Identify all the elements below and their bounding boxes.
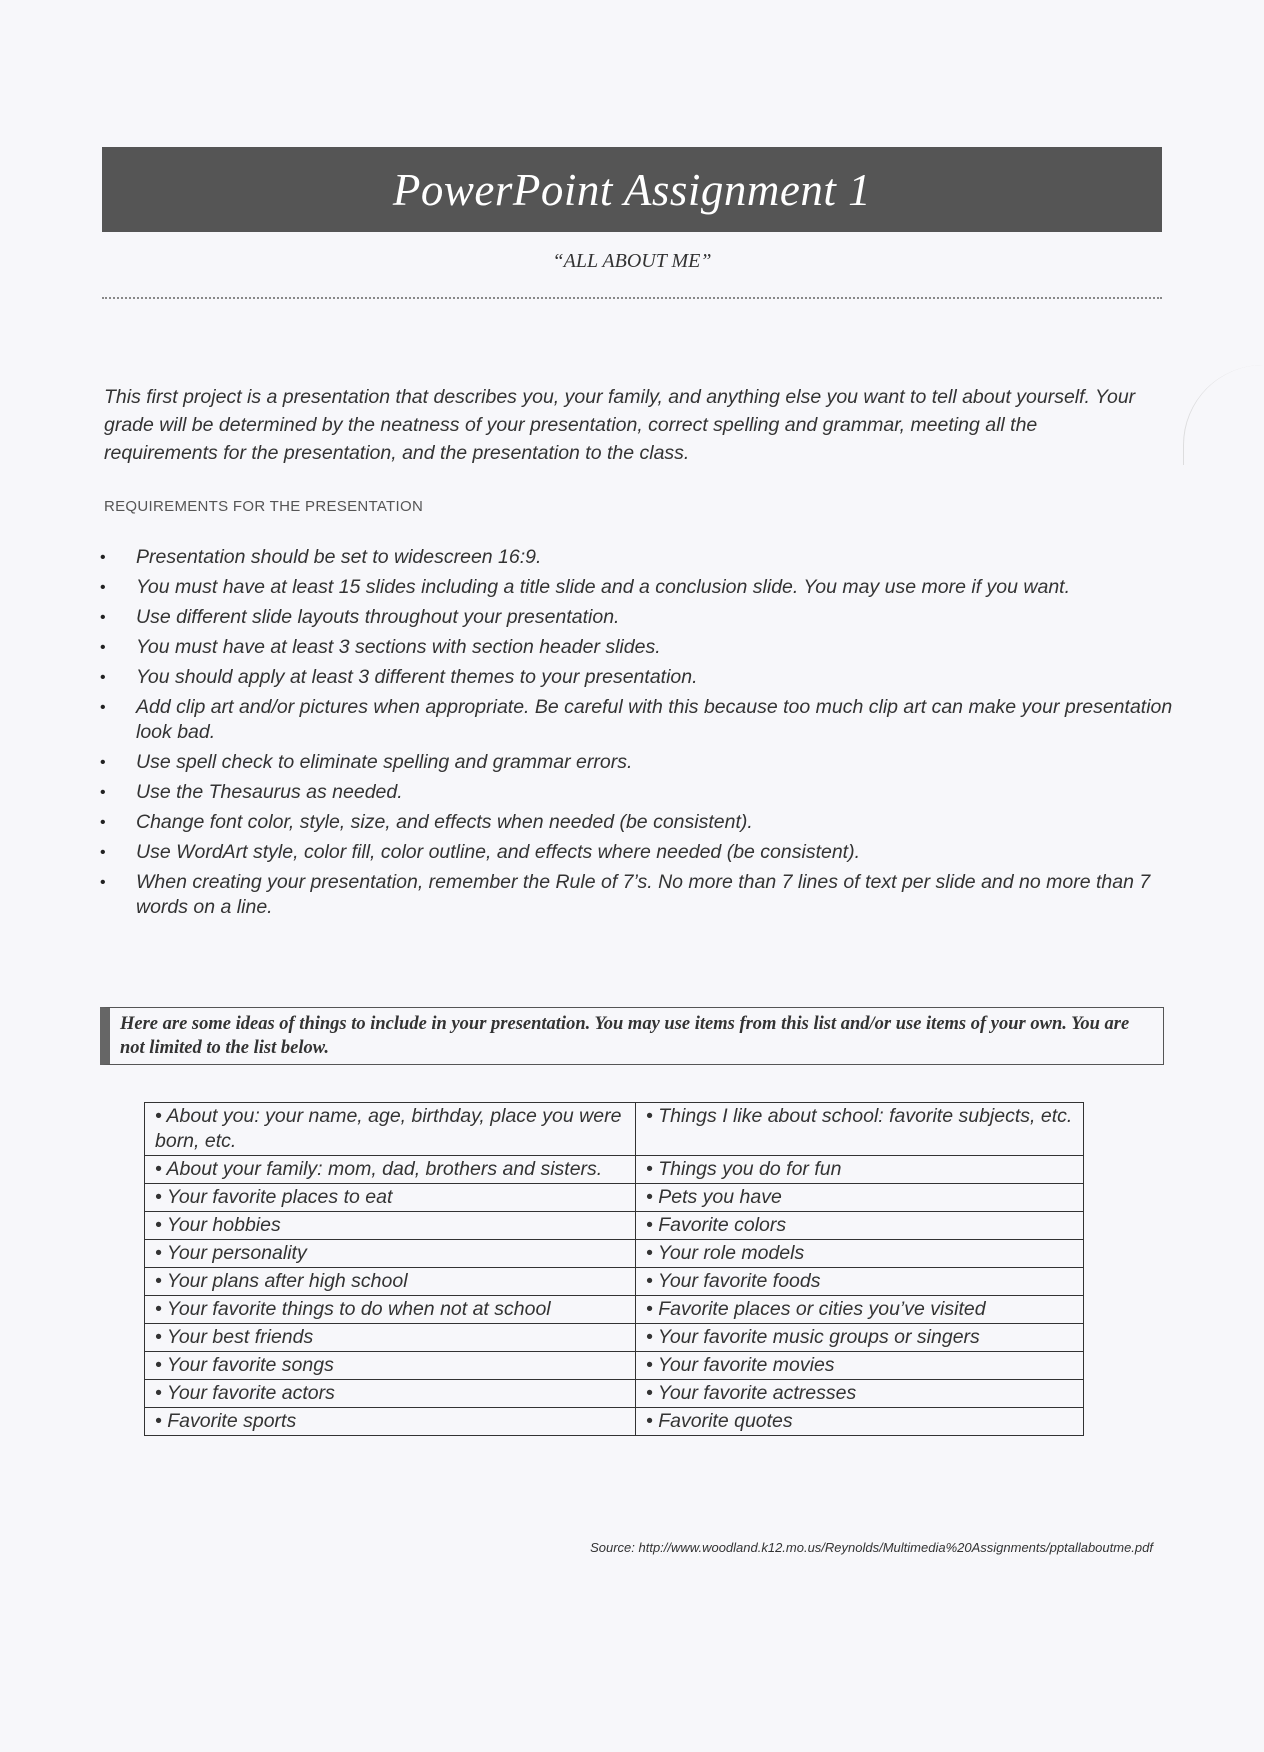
table-cell: • Things you do for fun: [636, 1156, 1084, 1184]
table-cell: • Your favorite things to do when not at school: [145, 1296, 636, 1324]
table-row: [145, 1408, 1084, 1436]
table-cell: • Your favorite movies: [636, 1352, 1084, 1380]
table-cell: • Your personality: [145, 1240, 636, 1268]
table-cell: • Favorite colors: [636, 1212, 1084, 1240]
ideas-table: [144, 1102, 1084, 1436]
page-title: PowerPoint Assignment 1: [392, 164, 872, 215]
table-row: [145, 1184, 1084, 1212]
bullet-icon: •: [100, 874, 106, 891]
requirement-item: [96, 810, 1176, 835]
bullet-icon: •: [100, 579, 106, 596]
requirement-item: [96, 545, 1176, 570]
table-row: [145, 1296, 1084, 1324]
requirement-text: You must have at least 15 slides including a title slide and a conclusion slide. You may use more if you want.: [136, 576, 1071, 598]
table-cell: • Things I like about school: favorite subjects, etc.: [636, 1103, 1084, 1156]
requirement-item: [96, 840, 1176, 865]
table-cell: • Pets you have: [636, 1184, 1084, 1212]
table-cell: • Your favorite foods: [636, 1268, 1084, 1296]
ideas-intro: Here are some ideas of things to include in your presentation. You may use items from this list and/or use items of your own. You are not limited to the list below.: [120, 1014, 1130, 1058]
requirements-list: [96, 545, 1176, 925]
source-citation: Source: http://www.woodland.k12.mo.us/Reynolds/Multimedia%20Assignments/pptallaboutme.pdf: [590, 1540, 1153, 1555]
ideas-callout: [100, 1007, 1164, 1065]
table-row: [145, 1324, 1084, 1352]
bullet-icon: •: [100, 669, 106, 686]
bullet-icon: •: [100, 549, 106, 566]
requirement-text: Use different slide layouts throughout your presentation.: [136, 606, 620, 628]
requirement-item: [96, 575, 1176, 600]
paper-fold-mark: [1183, 365, 1264, 465]
table-cell: • Your favorite actors: [145, 1380, 636, 1408]
table-cell: • Your favorite actresses: [636, 1380, 1084, 1408]
requirements-heading: REQUIREMENTS FOR THE PRESENTATION: [104, 498, 424, 515]
bullet-icon: •: [100, 699, 106, 716]
bullet-icon: •: [100, 844, 106, 861]
page-subtitle: “ALL ABOUT ME”: [552, 250, 712, 272]
table-row: [145, 1156, 1084, 1184]
table-cell: • About you: your name, age, birthday, place you were born, etc.: [145, 1103, 636, 1156]
table-cell: • Your role models: [636, 1240, 1084, 1268]
table-cell: • Your favorite songs: [145, 1352, 636, 1380]
requirement-item: [96, 695, 1176, 745]
requirement-text: When creating your presentation, remember the Rule of 7’s. No more than 7 lines of text per slide and no more than 7 words on a line.: [136, 871, 1151, 918]
requirement-text: Presentation should be set to widescreen 16:9.: [136, 546, 542, 568]
table-cell: • Your hobbies: [145, 1212, 636, 1240]
requirement-item: [96, 780, 1176, 805]
requirement-item: [96, 665, 1176, 690]
dotted-divider: [102, 297, 1162, 299]
requirement-text: Use the Thesaurus as needed.: [136, 781, 403, 803]
table-cell: • About your family: mom, dad, brothers and sisters.: [145, 1156, 636, 1184]
requirement-text: Add clip art and/or pictures when appropriate. Be careful with this because too much clip art can make your presentation look bad.: [136, 696, 1173, 743]
table-cell: • Your favorite music groups or singers: [636, 1324, 1084, 1352]
table-cell: • Your best friends: [145, 1324, 636, 1352]
bullet-icon: •: [100, 814, 106, 831]
table-row: [145, 1352, 1084, 1380]
table-row: [145, 1240, 1084, 1268]
table-row: [145, 1103, 1084, 1156]
requirement-text: You must have at least 3 sections with section header slides.: [136, 636, 661, 658]
table-cell: • Favorite sports: [145, 1408, 636, 1436]
requirement-text: Use spell check to eliminate spelling and grammar errors.: [136, 751, 633, 773]
table-row: [145, 1268, 1084, 1296]
requirement-item: [96, 750, 1176, 775]
bullet-icon: •: [100, 784, 106, 801]
bullet-icon: •: [100, 639, 106, 656]
table-cell: • Your favorite places to eat: [145, 1184, 636, 1212]
requirement-text: Use WordArt style, color fill, color outline, and effects where needed (be consistent).: [136, 841, 861, 863]
title-banner: [102, 147, 1162, 232]
table-row: [145, 1212, 1084, 1240]
table-row: [145, 1380, 1084, 1408]
intro-paragraph: This first project is a presentation that describes you, your family, and anything else you want to tell about yourself. Your grade will be determined by the neatness of your presentation, correct spelling and grammar, meeting all the requirements for the presentation, and the presentation to the class.: [104, 386, 1136, 464]
requirement-item: [96, 605, 1176, 630]
table-cell: • Your plans after high school: [145, 1268, 636, 1296]
bullet-icon: •: [100, 609, 106, 626]
table-cell: • Favorite places or cities you’ve visited: [636, 1296, 1084, 1324]
requirement-text: Change font color, style, size, and effects when needed (be consistent).: [136, 811, 753, 833]
requirement-item: [96, 870, 1176, 920]
bullet-icon: •: [100, 754, 106, 771]
requirement-text: You should apply at least 3 different themes to your presentation.: [136, 666, 698, 688]
requirement-item: [96, 635, 1176, 660]
table-cell: • Favorite quotes: [636, 1408, 1084, 1436]
